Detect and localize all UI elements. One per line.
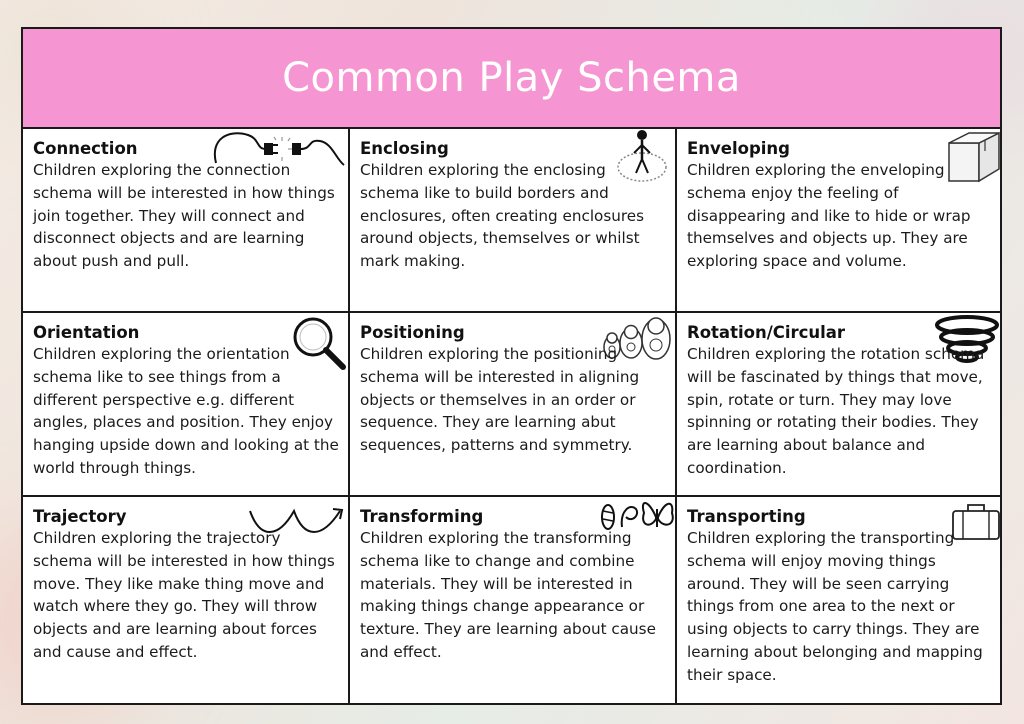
- header-banner: [23, 29, 1000, 129]
- schema-title: Enveloping: [687, 139, 790, 158]
- schema-title: Orientation: [33, 323, 140, 342]
- schema-description: Children exploring the connection schema will be interested in how things join together. They will connect and disconnect objects and are learning about push and pull.: [33, 161, 335, 271]
- schema-card-transforming: [350, 497, 677, 703]
- schema-description: Children exploring the positioning schema will be interested in aligning objects or themselves in an order or sequence. They are learning abut sequences, patterns and symmetry.: [360, 345, 640, 455]
- schema-title: Trajectory: [33, 507, 127, 526]
- schema-description: Children exploring the rotation schema will be fascinated by things that move, spin, rotate or turn. They may love spinning or rotating their bodies. They are learning about balance and coordination.: [687, 345, 985, 477]
- schema-title: Rotation/Circular: [687, 323, 846, 342]
- schema-card-positioning: [350, 313, 677, 497]
- schema-card-rotation: [677, 313, 1000, 497]
- schema-description: Children exploring the trajectory schema will be interested in how things move. They like make thing move and watch where they go. They will throw objects and are learning about forces and cause and effect.: [33, 529, 335, 661]
- schema-card-orientation: [23, 313, 350, 497]
- schema-title: Connection: [33, 139, 138, 158]
- schema-title: Positioning: [360, 323, 465, 342]
- schema-card-trajectory: [23, 497, 350, 703]
- schema-grid: [23, 129, 1000, 703]
- schema-title: Transporting: [687, 507, 806, 526]
- schema-card-enclosing: [350, 129, 677, 313]
- schema-card-connection: [23, 129, 350, 313]
- schema-description: Children exploring the enveloping schema enjoy the feeling of disappearing and like to hide or wrap themselves and objects up. They are exploring space and volume.: [687, 161, 971, 271]
- schema-description: Children exploring the orientation schema like to see things from a different perspective e.g. different angles, places and position. They enjoy hanging upside down and looking at the world through things.: [33, 345, 339, 477]
- schema-description: Children exploring the transporting schema will enjoy moving things around. They will be seen carrying things from one area to the next or using objects to carry things. They are learning about belonging and mapping their space.: [687, 529, 983, 684]
- page-title: Common Play Schema: [282, 55, 741, 101]
- schema-card-enveloping: [677, 129, 1000, 313]
- schema-title: Enclosing: [360, 139, 449, 158]
- schema-card-transporting: [677, 497, 1000, 703]
- schema-title: Transforming: [360, 507, 484, 526]
- schema-description: Children exploring the transforming schema like to change and combine materials. They will be interested in making things change appearance or texture. They are learning about cause and effect.: [360, 529, 656, 661]
- schema-description: Children exploring the enclosing schema like to build borders and enclosures, often creating enclosures around objects, themselves or whilst mark making.: [360, 161, 645, 271]
- schema-sheet: [21, 27, 1002, 705]
